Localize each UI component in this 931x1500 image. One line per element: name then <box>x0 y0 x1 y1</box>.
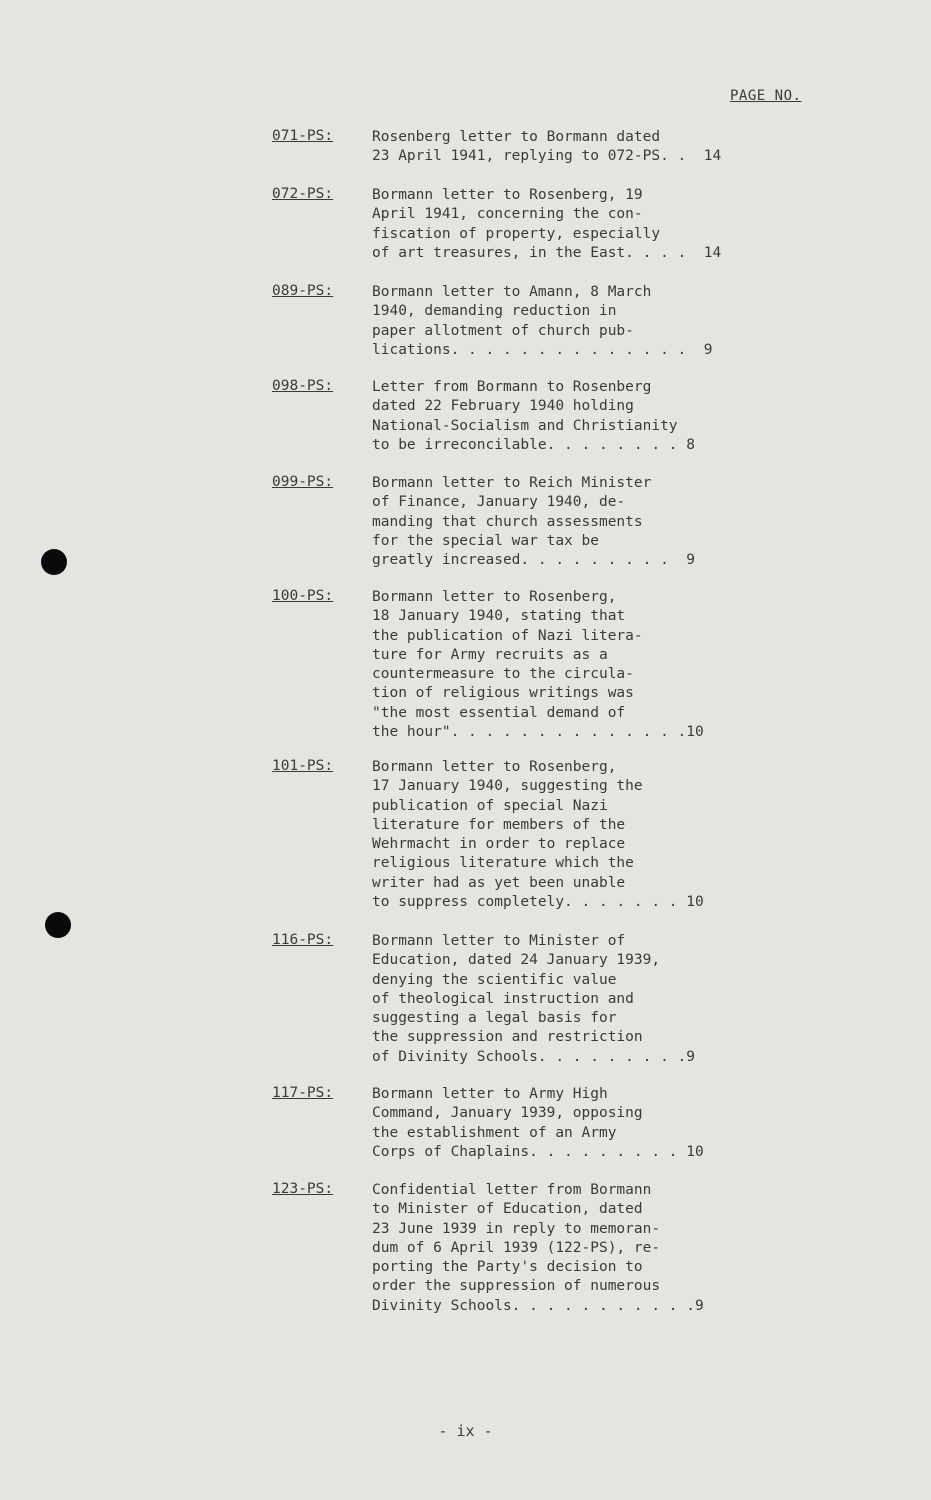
page-footer-number: - ix - <box>438 1422 493 1440</box>
document-id: 101-PS: <box>272 758 334 774</box>
punch-hole-bottom <box>45 912 71 938</box>
document-id: 116-PS: <box>272 932 334 948</box>
document-id: 117-PS: <box>272 1085 334 1101</box>
document-id: 100-PS: <box>272 588 334 604</box>
document-id: 098-PS: <box>272 378 334 394</box>
document-id: 072-PS: <box>272 186 334 202</box>
page-no-header: PAGE NO. <box>730 88 802 104</box>
punch-hole-top <box>41 549 67 575</box>
entry-description: Rosenberg letter to Bormann dated 23 April 1941, replying to 072-PS. . 14 <box>372 129 722 165</box>
entry-description: Confidential letter from Bormann to Minister of Education, dated 23 June 1939 in reply to memoran- dum of 6 April 1939 (122-PS), re- porting the Party's decision to order the suppression of numerous Divinity Schools. . . . . . . . . . .9 <box>372 1182 704 1314</box>
document-id: 123-PS: <box>272 1181 334 1197</box>
document-id: 089-PS: <box>272 283 334 299</box>
document-id: 099-PS: <box>272 474 334 490</box>
entry-description: Letter from Bormann to Rosenberg dated 22 February 1940 holding National-Socialism and Christianity to be irreconcilable. . . . . . . . 8 <box>372 379 696 453</box>
entry-description: Bormann letter to Rosenberg, 17 January 1940, suggesting the publication of special Nazi literature for members of the Wehrmacht in order to replace religious literature which the writer had as yet been unable to suppress completely. . . . . . . 10 <box>372 759 704 911</box>
document-id: 071-PS: <box>272 128 334 144</box>
entry-description: Bormann letter to Minister of Education, dated 24 January 1939, denying the scientific value of theological instruction and suggesting a legal basis for the suppression and restriction of Divinity Schools. . . . . . . . .9 <box>372 933 696 1065</box>
entry-description: Bormann letter to Reich Minister of Finance, January 1940, de- manding that church assessments for the special war tax be greatly increased. . . . . . . . . 9 <box>372 475 696 569</box>
entry-description: Bormann letter to Amann, 8 March 1940, demanding reduction in paper allotment of church pub- lications. . . . . . . . . . . . . . 9 <box>372 284 713 358</box>
entry-description: Bormann letter to Rosenberg, 18 January 1940, stating that the publication of Nazi litera- ture for Army recruits as a countermeasure to the circula- tion of religious writings was "the most essential demand of the hour". . . . . . . . . . . . . .10 <box>372 589 704 741</box>
entry-description: Bormann letter to Rosenberg, 19 April 1941, concerning the con- fiscation of property, especially of art treasures, in the East. . . . 14 <box>372 187 722 261</box>
entry-description: Bormann letter to Army High Command, January 1939, opposing the establishment of an Army Corps of Chaplains. . . . . . . . . 10 <box>372 1086 704 1160</box>
